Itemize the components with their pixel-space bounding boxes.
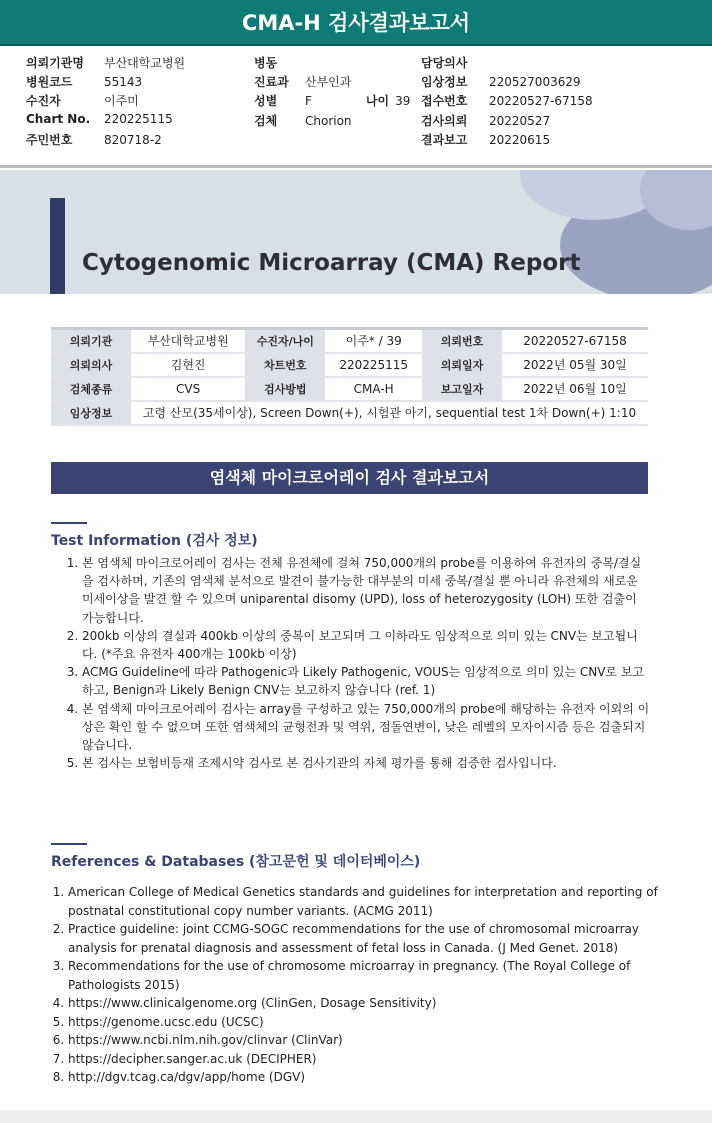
field-value: 220527003629 xyxy=(489,75,581,89)
field-label: 접수번호 xyxy=(421,94,468,108)
cell-value: CVS xyxy=(131,377,245,401)
header-field xyxy=(254,73,351,90)
header-field xyxy=(421,112,550,129)
test-info-heading: Test Information (검사 정보) xyxy=(51,530,258,550)
clinical-info: 고령 산모(35세이상), Screen Down(+), 시험관 아기, sequential test 1차 Down(+) 1:10 xyxy=(131,401,648,425)
field-label: 의뢰기관명 xyxy=(26,56,84,70)
header-field xyxy=(421,92,593,109)
header-field xyxy=(421,73,581,90)
reference-item[interactable]: 7. https://decipher.sanger.ac.uk (DECIPHER) xyxy=(68,1050,672,1069)
cell-value: 이주* / 39 xyxy=(325,329,422,353)
field-value: 이주미 xyxy=(104,94,139,108)
field-value: 부산대학교병원 xyxy=(104,56,186,70)
table-row xyxy=(51,329,648,353)
field-label: 담당의사 xyxy=(421,56,468,70)
field-label: 진료과 xyxy=(254,75,289,89)
reference-item: 2. Practice guideline: joint CCMG-SOGC recommendations for the use of chromosomal microarray analysis for prenatal diagnosis and assessment of fetal loss in Canada. (J Med Genet. 2018) xyxy=(68,920,672,957)
field-label: 검사의뢰 xyxy=(421,114,468,128)
header-field xyxy=(26,54,185,71)
field-label: Chart No. xyxy=(26,112,91,126)
cell-value: 2022년 06월 10일 xyxy=(502,377,648,401)
cell-value: 20220527-67158 xyxy=(502,329,648,353)
table-row xyxy=(51,401,648,425)
field-label: 병원코드 xyxy=(26,75,73,89)
table-row xyxy=(51,377,648,401)
cell-label: 의뢰일자 xyxy=(422,353,502,377)
header-field xyxy=(26,112,173,126)
field-label: 검체 xyxy=(254,114,278,128)
header-field xyxy=(26,92,139,109)
list-item: 3. ACMG Guideline에 따라 Pathogenic과 Likely Pathogenic, VOUS는 임상적으로 의미 있는 CNV로 보고하고, Benign과 Likely Benign CNV는 보고하지 않습니다 (ref. 1) xyxy=(82,663,650,699)
age-value: 39 xyxy=(395,94,411,108)
cell-label: 차트번호 xyxy=(245,353,325,377)
reference-item: 3. Recommendations for the use of chromosome microarray in pregnancy. (The Royal College of Pathologists 2015) xyxy=(68,957,672,994)
field-value: F xyxy=(305,94,312,108)
cell-label: 수진자/나이 xyxy=(245,329,325,353)
divider xyxy=(0,165,712,168)
page-title: CMA-H 검사결과보고서 xyxy=(0,0,712,46)
field-value: Chorion xyxy=(305,114,352,128)
report-title: Cytogenomic Microarray (CMA) Report xyxy=(82,250,581,276)
section-title: 염색체 마이크로어레이 검사 결과보고서 xyxy=(51,462,648,494)
field-value: 220225115 xyxy=(104,112,173,126)
field-value: 820718-2 xyxy=(104,133,162,147)
field-label: 성별 xyxy=(254,94,278,108)
field-label: 주민번호 xyxy=(26,133,73,147)
cell-label: 보고일자 xyxy=(422,377,502,401)
references-list xyxy=(52,883,672,1087)
reference-item[interactable]: 5. https://genome.ucsc.edu (UCSC) xyxy=(68,1013,672,1032)
table-row xyxy=(51,353,648,377)
info-table xyxy=(51,327,648,426)
field-value: 산부인과 xyxy=(305,75,352,89)
reference-item[interactable]: 6. https://www.ncbi.nlm.nih.gov/clinvar (ClinVar) xyxy=(68,1031,672,1050)
reference-item: 1. American College of Medical Genetics standards and guidelines for interpretation and reporting of postnatal constitutional copy number variants. (ACMG 2011) xyxy=(68,883,672,920)
cell-value: 부산대학교병원 xyxy=(131,329,245,353)
cell-value: CMA-H xyxy=(325,377,422,401)
header-field xyxy=(254,92,410,109)
list-item: 4. 본 염색체 마이크로어레이 검사는 array를 구성하고 있는 750,000개의 probe에 해당하는 유전자 이외의 이상은 확인 할 수 없으며 또한 염색체의 균형전좌 및 역위, 점돌연변이, 낮은 레벨의 모자이시즘 등은 검출되지 않습니다. xyxy=(82,700,650,755)
cell-label: 검체종류 xyxy=(51,377,131,401)
reference-item[interactable]: 4. https://www.clinicalgenome.org (ClinGen, Dosage Sensitivity) xyxy=(68,994,672,1013)
header-field xyxy=(26,131,162,148)
reference-item[interactable]: 8. http://dgv.tcag.ca/dgv/app/home (DGV) xyxy=(68,1068,672,1087)
field-value: 20220615 xyxy=(489,133,551,147)
cell-value: 220225115 xyxy=(325,353,422,377)
list-item: 5. 본 검사는 보험비등재 조제시약 검사로 본 검사기관의 자체 평가를 통해 검증한 검사입니다. xyxy=(82,754,650,772)
field-label: 수진자 xyxy=(26,94,61,108)
field-label: 병동 xyxy=(254,56,278,70)
list-item: 2. 200kb 이상의 결실과 400kb 이상의 중복이 보고되며 그 이하라도 임상적으로 의미 있는 CNV는 보고됩니다. (*주요 유전자 400개는 100kb 이상) xyxy=(82,627,650,663)
cell-label: 검사방법 xyxy=(245,377,325,401)
footer-bar xyxy=(0,1110,712,1123)
field-value: 55143 xyxy=(104,75,143,89)
header-field xyxy=(26,73,142,90)
accent-bar xyxy=(50,198,65,294)
cell-label: 의뢰번호 xyxy=(422,329,502,353)
field-value: 20220527-67158 xyxy=(489,94,593,108)
field-value: 20220527 xyxy=(489,114,551,128)
field-label: 임상정보 xyxy=(421,75,468,89)
list-item: 1. 본 염색체 마이크로어레이 검사는 전체 유전체에 걸쳐 750,000개의 probe를 이용하여 유전자의 중복/결실을 검사하며, 기존의 염색체 분석으로 발견이 불가능한 대부분의 미세 중복/결실 뿐 아니라 유전체의 새로운 미세이상을 발견 할 수 있으며 uniparental disomy (UPD), loss of heterozygosity (LOH) 또한 검출이 가능합니다. xyxy=(82,554,650,627)
report-banner xyxy=(0,170,712,294)
header-field xyxy=(421,131,550,148)
cell-label: 의뢰기관 xyxy=(51,329,131,353)
cell-value: 김현진 xyxy=(131,353,245,377)
header-field xyxy=(254,112,352,129)
age-label: 나이 xyxy=(365,94,390,108)
header-field xyxy=(254,54,305,71)
test-info-list xyxy=(60,554,650,772)
cell-label: 의뢰의사 xyxy=(51,353,131,377)
field-label: 결과보고 xyxy=(421,133,468,147)
references-heading: References & Databases (참고문헌 및 데이터베이스) xyxy=(51,851,420,871)
header-field xyxy=(421,54,489,71)
cell-value: 2022년 05월 30일 xyxy=(502,353,648,377)
cell-label: 임상정보 xyxy=(51,401,131,425)
